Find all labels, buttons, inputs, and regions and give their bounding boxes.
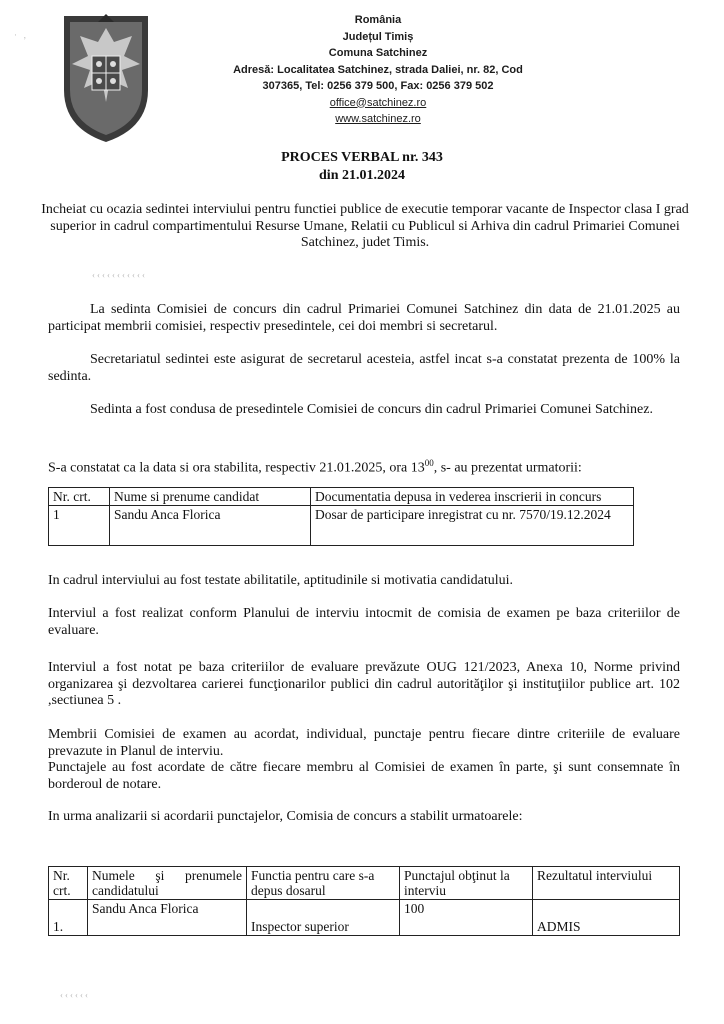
paragraph-scores-recorded: Punctajele au fost acordate de către fiecare membru al Comisiei de examen în parte, şi sunt consemnate în borderoul de notare.	[48, 760, 680, 792]
table-cell: ADMIS	[533, 900, 680, 936]
paragraph-tested: In cadrul interviului au fost testate abilitatile, aptitudinile si motivatia candidatului.	[48, 573, 513, 588]
document-date: din 21.01.2024	[319, 168, 405, 183]
paragraph-scores: Membrii Comisiei de examen au acordat, individual, punctaje pentru fiecare dintre criteriile de evaluare prevazute in Planul de interviu.	[48, 727, 680, 759]
header-address-line1: Adresă: Localitatea Satchinez, strada Daliei, nr. 82, Cod	[233, 63, 523, 76]
paragraph-present	[48, 455, 680, 477]
table-header-cell: Nr. crt.	[49, 867, 88, 900]
scan-mark: ‹‹‹‹‹‹	[60, 990, 90, 1000]
table-header-row	[49, 867, 680, 900]
table-cell: 1.	[49, 900, 88, 936]
present-time-superscript: 00	[424, 458, 434, 468]
header-address-line2: 307365, Tel: 0256 379 500, Fax: 0256 379 502	[262, 80, 494, 92]
table-header-cell: Nume si prenume candidat	[110, 488, 311, 506]
table-row	[49, 900, 680, 936]
institution-header	[228, 12, 528, 128]
table-cell: 1	[49, 506, 110, 546]
table-header-row	[49, 488, 634, 506]
present-text-after: , s- au prezentat urmatorii:	[433, 460, 582, 476]
table-header-cell: Numele şi prenumele candidatului	[88, 867, 247, 900]
table-cell: 100	[400, 900, 533, 936]
document-title: PROCES VERBAL nr. 343	[281, 150, 443, 165]
table-header-cell: Documentatia depusa in vederea inscrierii in concurs	[311, 488, 634, 506]
paragraph-chair: Sedinta a fost condusa de presedintele Comisiei de concurs din cadrul Primariei Comunei Satchinez.	[90, 402, 653, 417]
table-cell: Dosar de participare inregistrat cu nr. 7570/19.12.2024	[311, 506, 634, 546]
header-country: România	[354, 14, 402, 26]
present-text-before: S-a constatat ca la data si ora stabilita, respectiv 21.01.2025, ora 13	[48, 460, 425, 476]
paragraph-secretariat: Secretariatul sedintei este asigurat de secretarul acesteia, astfel incat s-a constatat prezenta de 100% la sedinta.	[48, 352, 680, 384]
table-header-cell: Functia pentru care s-a depus dosarul	[247, 867, 400, 900]
scan-mark: · ‚	[14, 30, 29, 40]
table-header-cell: Nr. crt.	[49, 488, 110, 506]
table-cell: Sandu Anca Florica	[88, 900, 247, 936]
header-commune: Comuna Satchinez	[328, 47, 428, 59]
paragraph-interview-plan: Interviul a fost realizat conform Planului de interviu intocmit de comisia de examen pe baza criteriilor de evaluare.	[48, 606, 680, 638]
coat-of-arms-logo	[58, 12, 154, 144]
header-website-link[interactable]: www.satchinez.ro	[335, 113, 421, 125]
paragraph-criteria: Interviul a fost notat pe baza criteriilor de evaluare prevăzute OUG 121/2023, Anexa 10, Norme privind organizarea şi dezvoltarea carierei funcţionarilor publici din cadrul autorităţilor şi instituţiilor publice art. 102 ,sectiunea 5 .	[48, 660, 680, 708]
header-email-link[interactable]: office@satchinez.ro	[329, 96, 427, 109]
results-table	[48, 866, 680, 936]
table-row	[49, 506, 634, 546]
paragraph-commission: La sedinta Comisiei de concurs din cadrul Primariei Comunei Satchinez din data de 21.01.2025 au participat membrii comisiei, respectiv presedintele, cei doi membri si secretarul.	[48, 302, 680, 334]
intro-paragraph: Incheiat cu ocazia sedintei interviului pentru functiei publice de executie temporar vacante de Inspector clasa I grad superior in cadrul compartimentului Resurse Umane, Relatii cu Publicul si Arhiva din cadrul Primariei Comunei Satchinez, judet Timis.	[41, 202, 689, 250]
table-header-cell: Punctajul obţinut la interviu	[400, 867, 533, 900]
table-cell: Sandu Anca Florica	[110, 506, 311, 546]
table-header-cell: Rezultatul interviului	[533, 867, 680, 900]
paragraph-conclusion: In urma analizarii si acordarii punctajelor, Comisia de concurs a stabilit urmatoarele:	[48, 809, 523, 824]
candidates-table	[48, 487, 634, 546]
header-county: Județul Timiș	[342, 30, 414, 43]
table-cell: Inspector superior	[247, 900, 400, 936]
scan-mark: ‹‹‹‹‹‹‹‹‹‹‹	[92, 270, 147, 280]
